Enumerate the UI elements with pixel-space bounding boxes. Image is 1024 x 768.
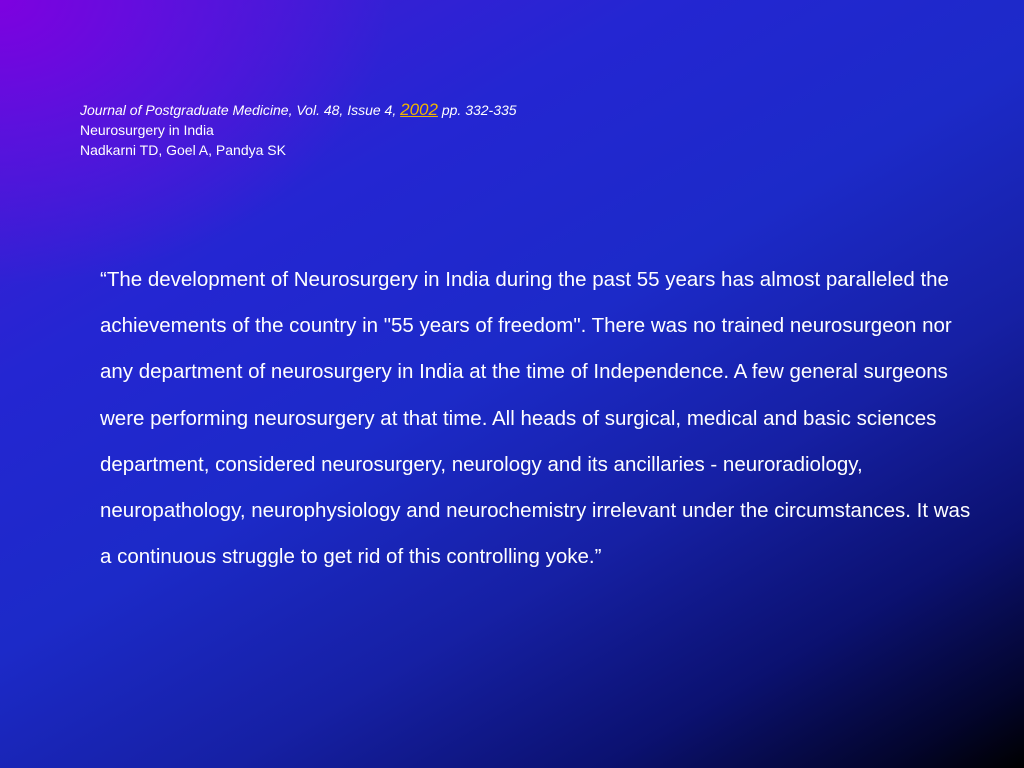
citation-year-link[interactable]: 2002 — [400, 100, 438, 119]
citation-source-line — [80, 100, 780, 120]
citation-pages: pp. 332-335 — [437, 102, 517, 118]
citation-block — [80, 100, 780, 160]
citation-journal: Journal of Postgraduate Medicine, Vol. 48, Issue 4, — [80, 102, 401, 118]
quote-text: “The development of Neurosurgery in India during the past 55 years has almost paralleled the achievements of the country in "55 years of freedom". There was no trained neurosurgeon nor any department of neurosurgery in India at the time of Independence. A few general surgeons were performing neurosurgery at that time. All heads of surgical, medical and basic sciences department, considered neurosurgery, neurology and its ancillaries - neuroradiology, neuropathology, neurophysiology and neurochemistry irrelevant under the circumstances. It was a continuous struggle to get rid of this controlling yoke.” — [100, 268, 971, 569]
citation-authors: Nadkarni TD, Goel A, Pandya SK — [80, 142, 286, 158]
citation-title: Neurosurgery in India — [80, 122, 214, 138]
